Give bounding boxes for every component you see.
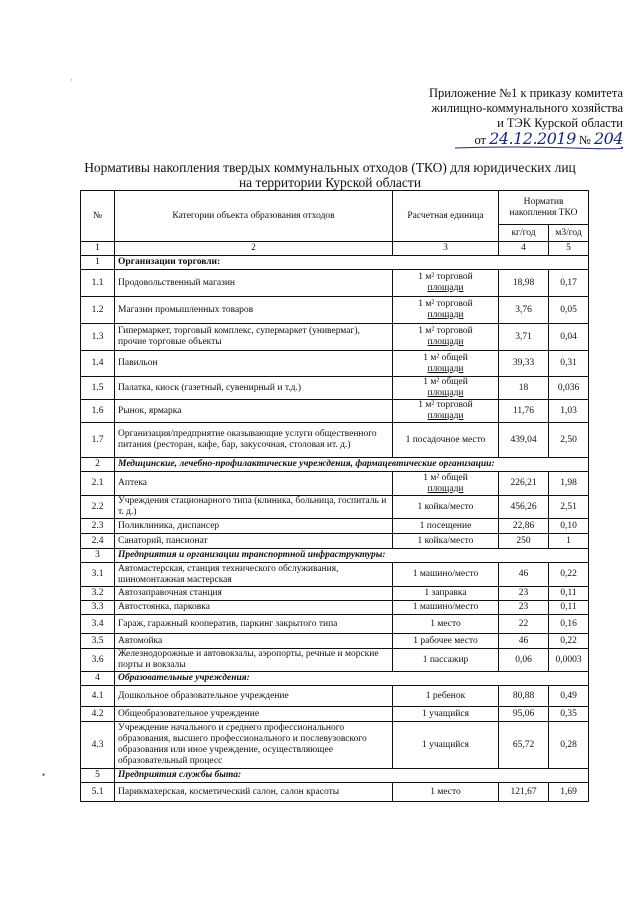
unit-line-top: 1 м² общей: [423, 472, 468, 483]
title-line-2: на территории Курской области: [238, 175, 422, 190]
unit-cell: 1 заправка: [393, 587, 499, 601]
row-number: 5.1: [81, 783, 115, 802]
unit-line-bottom: площади: [427, 363, 464, 374]
unit-cell: 1 посадочное место: [393, 423, 499, 458]
m3-value: 0,49: [549, 686, 589, 707]
header-category: Категории объекта образования отходов: [115, 191, 393, 242]
category-cell: Палатка, киоск (газетный, сувенирный и т.д.): [115, 377, 393, 400]
unit-line-bottom: площади: [427, 411, 464, 421]
section-row: [81, 769, 589, 783]
m3-value: 1,03: [549, 400, 589, 423]
col-number-cell: 1: [81, 242, 115, 256]
row-number: 3.2: [81, 587, 115, 601]
section-title: Образовательные учреждения:: [115, 672, 589, 686]
m3-value: 2,51: [549, 496, 589, 519]
unit-line-bottom: площади: [427, 283, 464, 293]
section-title: Предприятия службы быта:: [115, 769, 589, 783]
order-date-number-line: [393, 131, 623, 148]
unit-line-bottom: площади: [427, 310, 464, 320]
handwritten-order-number: 204: [593, 129, 623, 148]
row-number: 2.4: [81, 534, 115, 549]
kg-value: 22: [499, 615, 549, 634]
section-title: Медицинские, лечебно-профилактические учреждения, фармацевтические организации:: [115, 458, 589, 472]
kg-value: 46: [499, 563, 549, 587]
kg-value: 22,86: [499, 519, 549, 534]
title-line-1: Нормативы накопления твердых коммунальных отходов (ТКО) для юридических лиц: [84, 160, 576, 175]
category-cell: Автомойка: [115, 634, 393, 649]
m3-value: 0,05: [549, 297, 589, 324]
table-row: [81, 649, 589, 672]
row-number: 3.5: [81, 634, 115, 649]
category-cell: Гипермаркет, торговый комплекс, супермаркет (универмаг), прочие торговые объекты: [115, 324, 393, 351]
row-number: 1.4: [81, 351, 115, 377]
unit-line-top: 1 м² торговой: [418, 299, 473, 309]
m3-value: 0,22: [549, 634, 589, 649]
table-row: [81, 686, 589, 707]
appendix-line-3: и ТЭК Курской области: [497, 116, 623, 130]
section-row: [81, 672, 589, 686]
row-number: 2.2: [81, 496, 115, 519]
table-row: [81, 400, 589, 423]
kg-value: 23: [499, 587, 549, 601]
table-row: [81, 587, 589, 601]
kg-value: 11,76: [499, 400, 549, 423]
row-number: 2.3: [81, 519, 115, 534]
kg-value: 250: [499, 534, 549, 549]
kg-value: 18: [499, 377, 549, 400]
unit-cell: [393, 297, 499, 324]
kg-value: 3,76: [499, 297, 549, 324]
kg-value: 121,67: [499, 783, 549, 802]
unit-line-top: 1 м² общей: [423, 377, 468, 387]
m3-value: 0,35: [549, 707, 589, 722]
m3-value: 0,31: [549, 351, 589, 377]
row-number: 4.3: [81, 722, 115, 769]
appendix-block: [393, 86, 623, 148]
row-number: 1.7: [81, 423, 115, 458]
section-number: 4: [81, 672, 115, 686]
unit-cell: 1 учащийся: [393, 722, 499, 769]
section-row: [81, 256, 589, 270]
category-cell: Гараж, гаражный кооператив, паркинг закрытого типа: [115, 615, 393, 634]
unit-cell: 1 койка/место: [393, 534, 499, 549]
m3-value: 0,28: [549, 722, 589, 769]
kg-value: 226,21: [499, 472, 549, 496]
appendix-line-1: Приложение №1 к приказу комитета: [428, 86, 623, 100]
table-row: [81, 297, 589, 324]
unit-line-bottom: площади: [427, 483, 464, 494]
section-number: 5: [81, 769, 115, 783]
table-row: [81, 615, 589, 634]
table-row: [81, 324, 589, 351]
unit-cell: 1 ребенок: [393, 686, 499, 707]
m3-value: 0,17: [549, 270, 589, 297]
category-cell: Поликлиника, диспансер: [115, 519, 393, 534]
kg-value: 18,98: [499, 270, 549, 297]
unit-cell: [393, 472, 499, 496]
section-number: 1: [81, 256, 115, 270]
unit-line-top: 1 м² общей: [423, 352, 468, 363]
row-number: 1.5: [81, 377, 115, 400]
kg-value: 3,71: [499, 324, 549, 351]
row-number: 1.1: [81, 270, 115, 297]
category-cell: Автостоянка, парковка: [115, 601, 393, 615]
m3-value: 1,98: [549, 472, 589, 496]
header-unit: Расчетная единица: [393, 191, 499, 242]
table-row: [81, 722, 589, 769]
section-title: Предприятия и организации транспортной инфраструктуры:: [115, 549, 589, 563]
table-row: [81, 601, 589, 615]
section-row: [81, 549, 589, 563]
table-row: [81, 519, 589, 534]
kg-value: 80,88: [499, 686, 549, 707]
kg-value: 0,06: [499, 649, 549, 672]
header-kg: кг/год: [499, 225, 549, 242]
category-cell: Организация/предприятие оказывающие услуги общественного питания (ресторан, кафе, бар, закусочная, столовая ит. д.): [115, 423, 393, 458]
unit-line-top: 1 м² торговой: [418, 326, 473, 336]
document-title: [70, 160, 590, 190]
category-cell: Павильон: [115, 351, 393, 377]
kg-value: 439,04: [499, 423, 549, 458]
appendix-line-2: жилищно-коммунального хозяйства: [431, 101, 623, 115]
row-number: 3.3: [81, 601, 115, 615]
row-number: 1.6: [81, 400, 115, 423]
table-row: [81, 783, 589, 802]
number-sign: №: [578, 133, 591, 147]
category-cell: Учреждение начального и среднего профессионального образования, высшего профессионального и послевузовского образования или иное учреждение, осуществляющее образовательный процесс: [115, 722, 393, 769]
col-number-cell: 3: [393, 242, 499, 256]
section-number: 2: [81, 458, 115, 472]
row-number: 4.1: [81, 686, 115, 707]
unit-cell: 1 посещение: [393, 519, 499, 534]
category-cell: Магазин промышленных товаров: [115, 297, 393, 324]
scan-mark: ·: [70, 75, 73, 85]
m3-value: 0,11: [549, 601, 589, 615]
column-number-row: [81, 242, 589, 256]
unit-cell: 1 машино/место: [393, 563, 499, 587]
category-cell: Автозаправочная станция: [115, 587, 393, 601]
m3-value: 0,10: [549, 519, 589, 534]
unit-cell: [393, 270, 499, 297]
norms-table: [80, 190, 589, 802]
col-number-cell: 2: [115, 242, 393, 256]
unit-cell: 1 место: [393, 615, 499, 634]
table-row: [81, 351, 589, 377]
kg-value: 95,06: [499, 707, 549, 722]
section-title: Организации торговли:: [115, 256, 589, 270]
unit-cell: 1 пассажир: [393, 649, 499, 672]
m3-value: 0,11: [549, 587, 589, 601]
unit-cell: [393, 324, 499, 351]
category-cell: Продовольственный магазин: [115, 270, 393, 297]
category-cell: Общеобразовательное учреждение: [115, 707, 393, 722]
category-cell: Железнодорожные и автовокзалы, аэропорты, речные и морские порты и вокзалы: [115, 649, 393, 672]
category-cell: Дошкольное образовательное учреждение: [115, 686, 393, 707]
from-label: от: [474, 133, 487, 147]
unit-line-top: 1 м² торговой: [418, 272, 473, 282]
table-body: [81, 242, 589, 802]
unit-cell: 1 машино/место: [393, 601, 499, 615]
unit-cell: [393, 377, 499, 400]
table-row: [81, 634, 589, 649]
handwritten-date: 24.12.2019: [489, 129, 576, 148]
category-cell: Учреждения стационарного типа (клиника, больница, госпиталь и т. д.): [115, 496, 393, 519]
category-cell: Аптека: [115, 472, 393, 496]
m3-value: 0,16: [549, 615, 589, 634]
kg-value: 23: [499, 601, 549, 615]
row-number: 2.1: [81, 472, 115, 496]
kg-value: 456,26: [499, 496, 549, 519]
section-number: 3: [81, 549, 115, 563]
table-row: [81, 270, 589, 297]
table-row: [81, 472, 589, 496]
kg-value: 65,72: [499, 722, 549, 769]
col-number-cell: 4: [499, 242, 549, 256]
m3-value: 0,04: [549, 324, 589, 351]
m3-value: 0,036: [549, 377, 589, 400]
unit-line-bottom: площади: [427, 337, 464, 347]
unit-line-top: 1 м² торговой: [418, 400, 473, 410]
category-cell: Рынок, ярмарка: [115, 400, 393, 423]
unit-cell: 1 койка/место: [393, 496, 499, 519]
m3-value: 2,50: [549, 423, 589, 458]
unit-cell: 1 место: [393, 783, 499, 802]
table-row: [81, 423, 589, 458]
row-number: 1.2: [81, 297, 115, 324]
m3-value: 1,69: [549, 783, 589, 802]
m3-value: 0,22: [549, 563, 589, 587]
m3-value: 1: [549, 534, 589, 549]
category-cell: Санаторий, пансионат: [115, 534, 393, 549]
table-row: [81, 534, 589, 549]
row-number: 1.3: [81, 324, 115, 351]
table-row: [81, 707, 589, 722]
table-row: [81, 377, 589, 400]
unit-cell: 1 рабочее место: [393, 634, 499, 649]
table-row: [81, 496, 589, 519]
scan-mark: •: [42, 770, 46, 780]
signature-underline: [453, 145, 623, 151]
header-number: №: [81, 191, 115, 242]
section-row: [81, 458, 589, 472]
kg-value: 39,33: [499, 351, 549, 377]
unit-cell: [393, 400, 499, 423]
m3-value: 0,0003: [549, 649, 589, 672]
category-cell: Автомастерская, станция технического обслуживания, шиномонтажная мастерская: [115, 563, 393, 587]
category-cell: Парикмахерская, косметический салон, салон красоты: [115, 783, 393, 802]
col-number-cell: 5: [549, 242, 589, 256]
row-number: 3.4: [81, 615, 115, 634]
row-number: 3.6: [81, 649, 115, 672]
unit-cell: [393, 351, 499, 377]
row-number: 3.1: [81, 563, 115, 587]
header-m3: м3/год: [549, 225, 589, 242]
unit-cell: 1 учащийся: [393, 707, 499, 722]
header-norm: Норматив накопления ТКО: [499, 191, 589, 225]
unit-line-bottom: площади: [427, 388, 464, 398]
kg-value: 46: [499, 634, 549, 649]
row-number: 4.2: [81, 707, 115, 722]
table-row: [81, 563, 589, 587]
